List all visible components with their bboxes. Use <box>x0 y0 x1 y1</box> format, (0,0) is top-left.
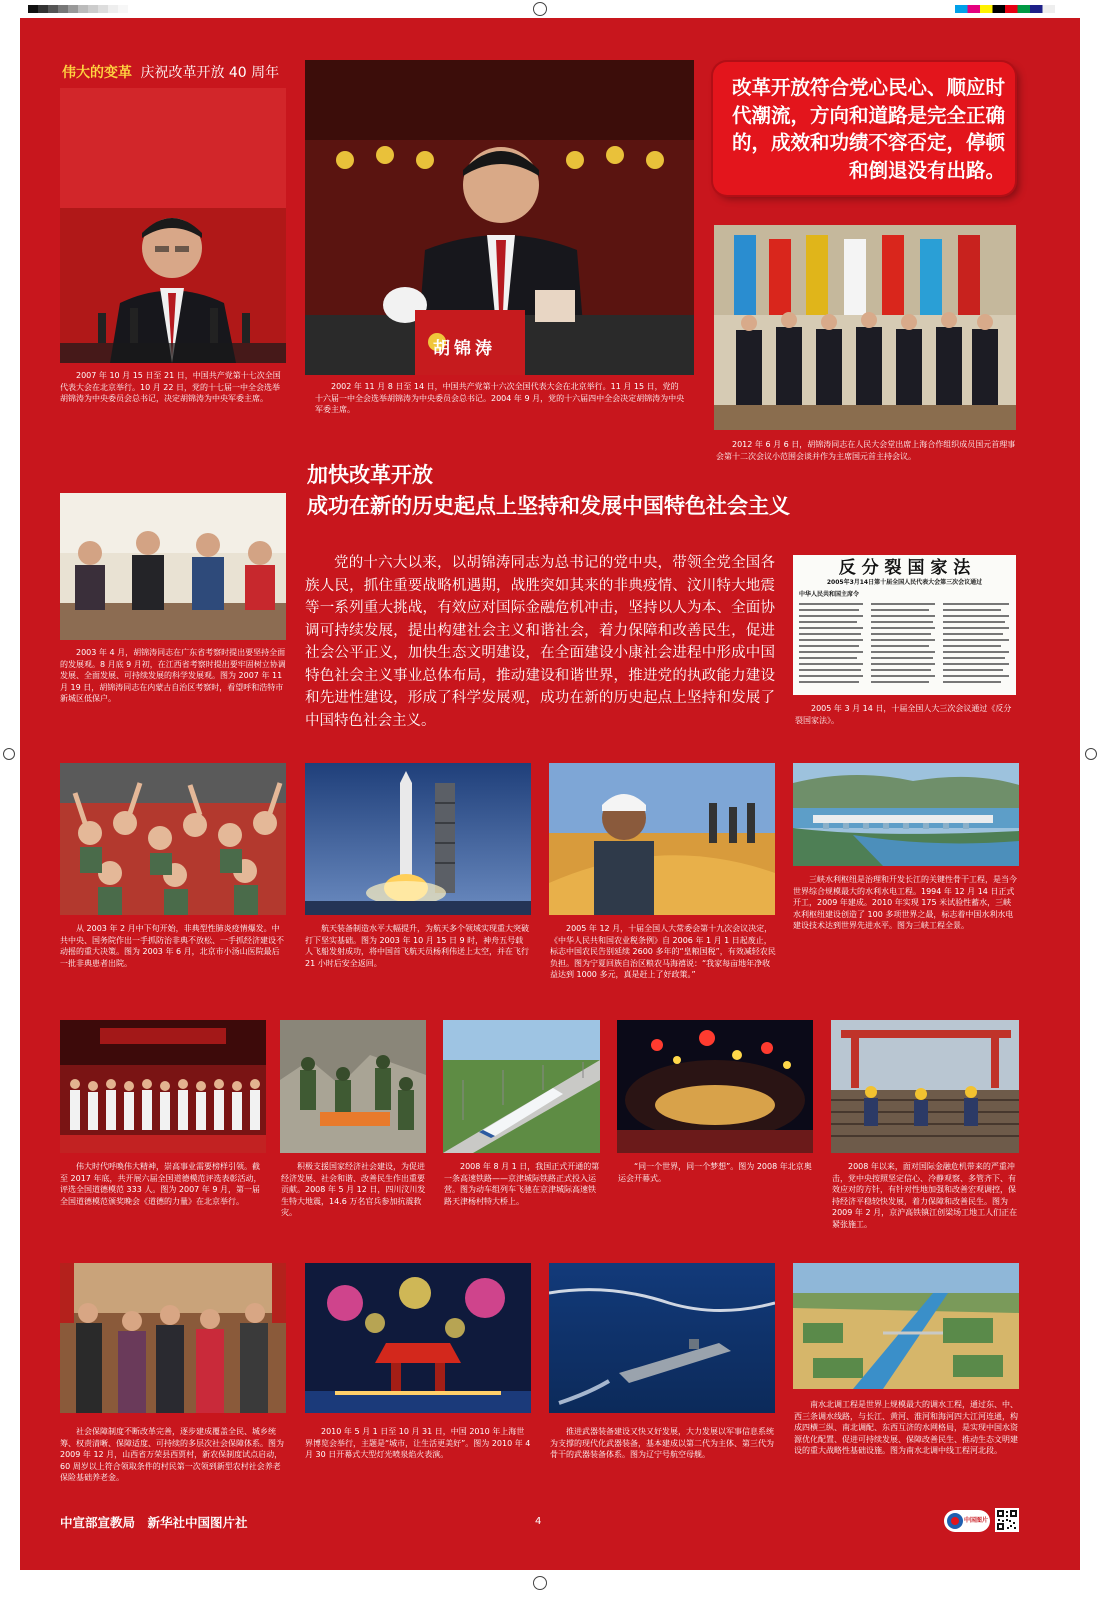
caption-liaoning-carrier: 推进武器装备建设又快又好发展，大力发展以军事信息系统为支撑的现代化武器装备，基本建成以第二代为主体、第三代为骨干的武器装备体系。图为辽宁号航空母舰。 <box>550 1427 774 1459</box>
page-number: 4 <box>535 1516 542 1527</box>
registration-mark-left <box>3 748 15 760</box>
header <box>62 62 279 82</box>
caption-shenzhou5: 航天装备制造水平大幅提升，为航天多个领域实现重大突破打下坚实基础。图为 2003 年 10 月 15 日 9 时，神舟五号载人飞船发射成功，将中国首飞航天员杨利伟送上太空，并在飞行 21 小时后安全返回。 <box>305 924 529 968</box>
photo-wenchuan-rescue <box>280 1020 426 1153</box>
photo-farmer-harvest <box>549 763 775 915</box>
caption-agricultural-tax: 2005 年 12 月，十届全国人大常委会第十九次会议决定，《中华人民共和国农业税条例》自 2006 年 1 月 1 日起废止，标志中国农民告别延续 2600 多年的“皇粮国税”，有效减轻农民负担。图为宁夏回族自治区粮农马海禧说：“我家每亩地年净收益达到 1000 多元，真是赶上了好政策。” <box>550 924 776 979</box>
registration-mark-top <box>533 2 547 16</box>
caption-wenchuan: 积极支援国家经济社会建设，为促进经济发展、社会和谐、改善民生作出重要贡献。2008 年 5 月 12 日，四川汶川发生特大地震，14.6 万名官兵参加抗震救灾。 <box>281 1162 426 1217</box>
footer-publisher: 中宣部宣教局 新华社中国图片社 <box>60 1515 248 1530</box>
caption-anti-secession-law: 2005 年 3 月 14 日，十届全国人大三次会议通过《反分裂国家法》。 <box>795 704 1012 725</box>
caption-moral-models: 伟大时代呼唤伟大精神，崇高事业需要榜样引领。截至 2017 年底，共开展六届全国道德模范评选表彰活动，评选全国道德模范 333 人。图为 2007 年 9 月，第一届全国道德模范颁奖晚会《道德的力量》在北京举行。 <box>60 1162 262 1206</box>
caption-financial-crisis: 2008 年以来，面对国际金融危机带来的严重冲击，党中央按照坚定信心、冷静观察、多管齐下、有效应对的方针，有针对性地加强和改善宏观调控，保持经济平稳较快发展，着力保障和改善民生。图为 2009 年 2 月，京沪高铁镇江创梁场工地工人们正在紧张施工。 <box>832 1162 1018 1229</box>
photo-16th-congress-speaker <box>305 60 694 375</box>
grayscale-calibration-strip <box>28 5 128 13</box>
caption-shanghai-expo: 2010 年 5 月 1 日至 10 月 31 日，中国 2010 年上海世界博览会举行，主题是“城市，让生活更美好”。图为 2010 年 4 月 30 日开幕式大型灯光喷泉焰火表演。 <box>305 1427 531 1459</box>
headline-quote-box <box>713 62 1015 195</box>
caption-17th-congress: 2007 年 10 月 15 日至 21 日，中国共产党第十七次全国代表大会在北京举行。10 月 22 日，党的十七届一中全会选举胡锦涛为中央委员会总书记，决定胡锦涛为中央军委主席。 <box>60 371 281 403</box>
caption-rural-pension: 社会保障制度不断改革完善，逐步建成覆盖全民、城乡统筹、权责清晰、保障适度、可持续的多层次社会保障体系。图为 2009 年 12 月，山西省万荣县西贾村，新农保制度试点启动，60 周岁以上符合领取条件的村民第一次领到新型农村社会养老保险基础养老金。 <box>60 1427 284 1482</box>
photo-moral-models-gala <box>60 1020 266 1153</box>
photo-beijing-tianjin-rail <box>443 1020 600 1153</box>
newspaper-headline: 反 分 裂 国 家 法 <box>838 558 971 578</box>
series-subtitle: 庆祝改革开放 40 周年 <box>140 65 280 81</box>
photo-high-speed-rail-construction <box>831 1020 1019 1153</box>
photo-beijing-olympics <box>617 1020 813 1153</box>
caption-south-north-water: 南水北调工程是世界上规模最大的调水工程，通过东、中、西三条调水线路，与长江、黄河、淮河和海河四大江河连通，构成四横三纵、南北调配、东西互济的水网格局，是实现中国水资源优化配置、促进可持续发展、保障改善民生、推动生态文明建设的重大战略性基础设施。图为南水北调中线工程河北段。 <box>794 1400 1018 1455</box>
caption-visiting-families: 2003 年 4 月，胡锦涛同志在广东省考察时提出要坚持全面的发展观。8 月底 9 月初，在江西省考察时提出要牢固树立协调发展、全面发展、可持续发展的科学发展观。图为 2007 年 11 月 19 日，胡锦涛同志在内蒙古自治区考察时，看望呼和浩特市新城区低保户。 <box>60 648 286 703</box>
section-body: 党的十六大以来，以胡锦涛同志为总书记的党中央，带领全党全国各族人民，抓住重要战略机遇期，战胜突如其来的非典疫情、汶川特大地震等一系列重大挑战，有效应对国际金融危机冲击，坚持以人为本、全面协调可持续发展，提出构建社会主义和谐社会，着力保障和改善民生，促进社会公平正义，加快生态文明建设，在全面建设小康社会进程中形成中国特色社会主义事业总体布局，推动建设和谐世界，推进党的执政能力建设和先进性建设，形成了科学发展观，成功在新的历史起点上坚持和发展了中国特色社会主义。 <box>305 555 775 729</box>
newspaper-masthead: 中华人民共和国主席令 <box>799 591 860 598</box>
newspaper-subhead: 2005年3月14日第十届全国人民代表大会第三次会议通过 <box>826 579 983 586</box>
registration-mark-bottom <box>533 1576 547 1590</box>
photo-three-gorges-dam <box>793 763 1019 866</box>
color-calibration-strip <box>955 5 1055 13</box>
caption-beijing-tianjin-rail: 2008 年 8 月 1 日，我国正式开通的第一条高速铁路——京津城际铁路正式投入运营。图为动车组列车飞驰在京津城际高速铁路天津杨村特大桥上。 <box>444 1162 600 1206</box>
caption-three-gorges: 三峡水利枢纽是治理和开发长江的关键性骨干工程，是当今世界综合规模最大的水利水电工程。1994 年 12 月 14 日正式开工，2009 年建成。2010 年实现 175 米试验性蓄水，三峡水利枢纽建设创造了 100 多项世界之最，标志着中国水利水电建设技术达到世界先进水平。图为三峡工程全景。 <box>793 875 1017 930</box>
photo-rural-pension <box>60 1263 286 1413</box>
logo-label: 中国图片 <box>964 1517 989 1524</box>
photo-17th-congress-speaker <box>60 88 286 363</box>
photo-shenzhou5-launch <box>305 763 531 915</box>
registration-mark-right <box>1085 748 1097 760</box>
caption-16th-congress: 2002 年 11 月 8 日至 14 日，中国共产党第十六次全国代表大会在北京举行。11 月 15 日，党的十六届一中全会选举胡锦涛为中央委员会总书记。2004 年 9 月，党的十六届四中全会决定胡锦涛为中央军委主席。 <box>315 382 685 414</box>
qr-code <box>995 1508 1019 1532</box>
nameplate-text: 胡锦涛 <box>433 339 496 359</box>
caption-sars: 从 2003 年 2 月中下旬开始，非典型性肺炎疫情爆发。中共中央、国务院作出一手抓防治非典不放松、一手抓经济建设不动摇的重大决策。图为 2003 年 6 月，北京市小汤山医院最后一批非典患者出院。 <box>60 924 284 968</box>
photo-sco-summit <box>714 225 1016 430</box>
section-title-line2: 成功在新的历史起点上坚持和发展中国特色社会主义 <box>307 493 790 518</box>
headline-quote: 改革开放符合党心民心、顺应时代潮流，方向和道路是完全正确的，成效和功绩不容否定，停顿和倒退没有出路。 <box>731 76 1005 182</box>
caption-olympics: “同一个世界，同一个梦想”。图为 2008 年北京奥运会开幕式。 <box>618 1162 812 1183</box>
photo-sars-recovery <box>60 763 286 915</box>
section-title-line1: 加快改革开放 <box>307 462 433 487</box>
series-title: 伟大的变革 <box>62 65 132 81</box>
photo-shanghai-expo <box>305 1263 531 1413</box>
china-foto-logo <box>944 1510 990 1532</box>
newspaper-anti-secession-law <box>793 555 1016 695</box>
photo-visiting-families <box>60 493 286 640</box>
photo-south-north-water <box>793 1263 1019 1389</box>
caption-sco-summit: 2012 年 6 月 6 日，胡锦涛同志在人民大会堂出席上海合作组织成员国元首理事会第十二次会议小范围会谈并作为主席国元首主持会议。 <box>716 440 1016 461</box>
photo-liaoning-carrier <box>549 1263 775 1413</box>
